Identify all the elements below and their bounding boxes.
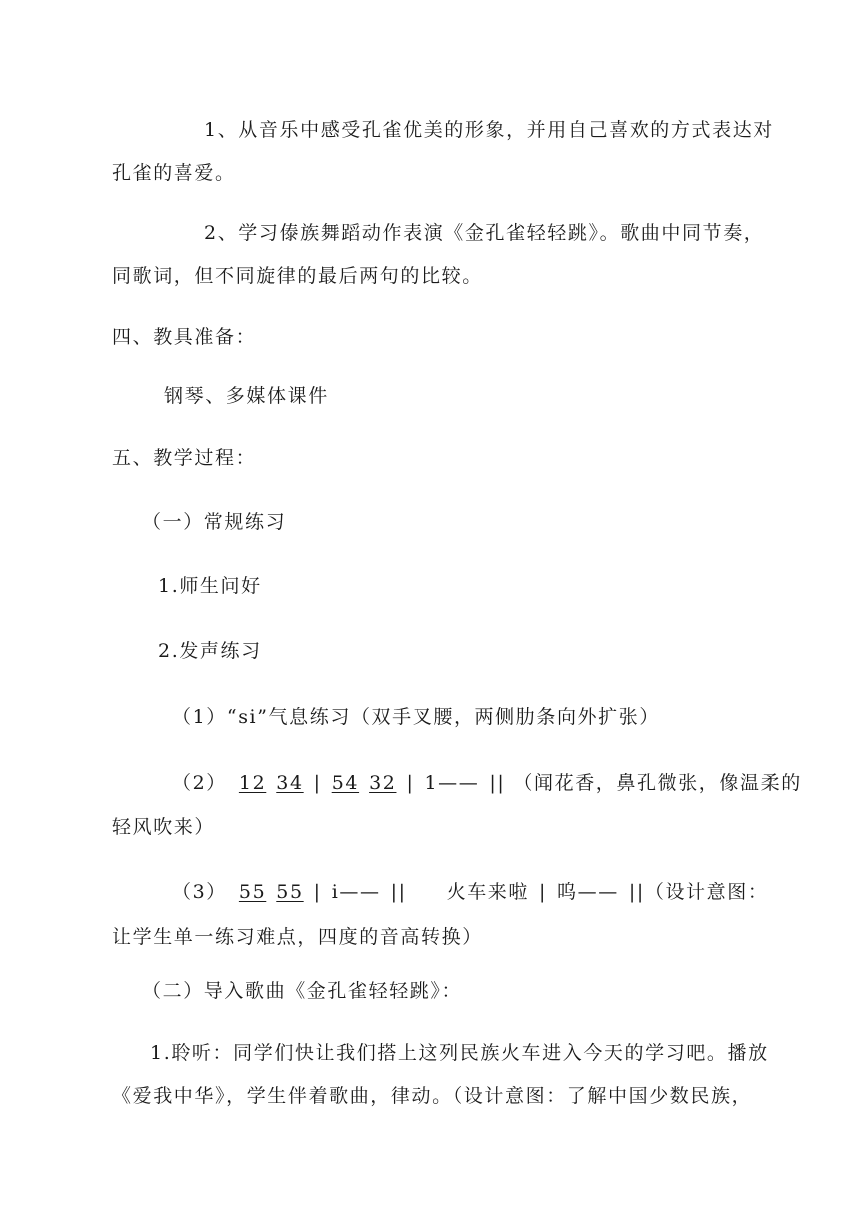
item-vocal-practice: 2.发声练习 bbox=[158, 640, 262, 662]
bar-line: | bbox=[313, 881, 322, 903]
section-4-content: 钢琴、多媒体课件 bbox=[164, 385, 329, 407]
objective-2-line-1: 2、学习傣族舞蹈动作表演《金孔雀轻轻跳》。歌曲中同节奏， bbox=[204, 222, 765, 244]
lyric: 火车来啦 bbox=[446, 881, 529, 903]
section-4-heading: 四、教具准备： bbox=[112, 326, 257, 348]
bar-line: | bbox=[406, 772, 415, 794]
item-greeting: 1.师生问好 bbox=[158, 575, 262, 597]
note-group: i—— bbox=[331, 881, 381, 903]
part-2-heading: （二）导入歌曲《金孔雀轻轻跳》： bbox=[142, 980, 463, 1002]
exercise-3-line-1 bbox=[172, 880, 768, 904]
note-group: 34 bbox=[276, 772, 304, 794]
exercise-2-line-2: 轻风吹来） bbox=[112, 816, 216, 838]
objective-1-line-2: 孔雀的喜爱。 bbox=[112, 162, 236, 184]
exercise-description: （设计意图： bbox=[644, 881, 769, 903]
note-group: 54 bbox=[331, 772, 360, 794]
note-group: 55 bbox=[276, 881, 304, 903]
exercise-2-line-1 bbox=[172, 771, 802, 795]
exercise-description: （闻花香，鼻孔微张，像温柔的 bbox=[513, 772, 802, 794]
objective-1-line-1: 1、从音乐中感受孔雀优美的形象，并用自己喜欢的方式表达对 bbox=[204, 119, 774, 141]
exercise-1: （1）“si”气息练习（双手叉腰，两侧肋条向外扩张） bbox=[172, 706, 660, 728]
lyric: 呜—— bbox=[557, 881, 619, 903]
end-bar: || bbox=[390, 881, 407, 903]
note-group: 12 bbox=[238, 772, 267, 794]
note-group: 32 bbox=[369, 772, 397, 794]
section-5-heading: 五、教学过程： bbox=[112, 447, 257, 469]
end-bar: || bbox=[489, 772, 506, 794]
bar-line: | bbox=[539, 881, 548, 903]
part-1-heading: （一）常规练习 bbox=[142, 511, 287, 533]
note-group: 55 bbox=[238, 881, 267, 903]
objective-2-line-2: 同歌词，但不同旋律的最后两句的比较。 bbox=[112, 265, 483, 287]
listen-line-2: 《爱我中华》，学生伴着歌曲，律动。（设计意图：了解中国少数民族， bbox=[112, 1085, 753, 1107]
note-group: 1—— bbox=[424, 772, 480, 794]
exercise-number: （2） bbox=[172, 772, 227, 794]
exercise-number: （3） bbox=[172, 881, 227, 903]
end-bar: || bbox=[628, 881, 645, 903]
exercise-3-line-2: 让学生单一练习难点，四度的音高转换） bbox=[112, 926, 483, 948]
bar-line: | bbox=[313, 772, 322, 794]
listen-line-1: 1.聆听：同学们快让我们搭上这列民族火车进入今天的学习吧。播放 bbox=[150, 1042, 769, 1064]
